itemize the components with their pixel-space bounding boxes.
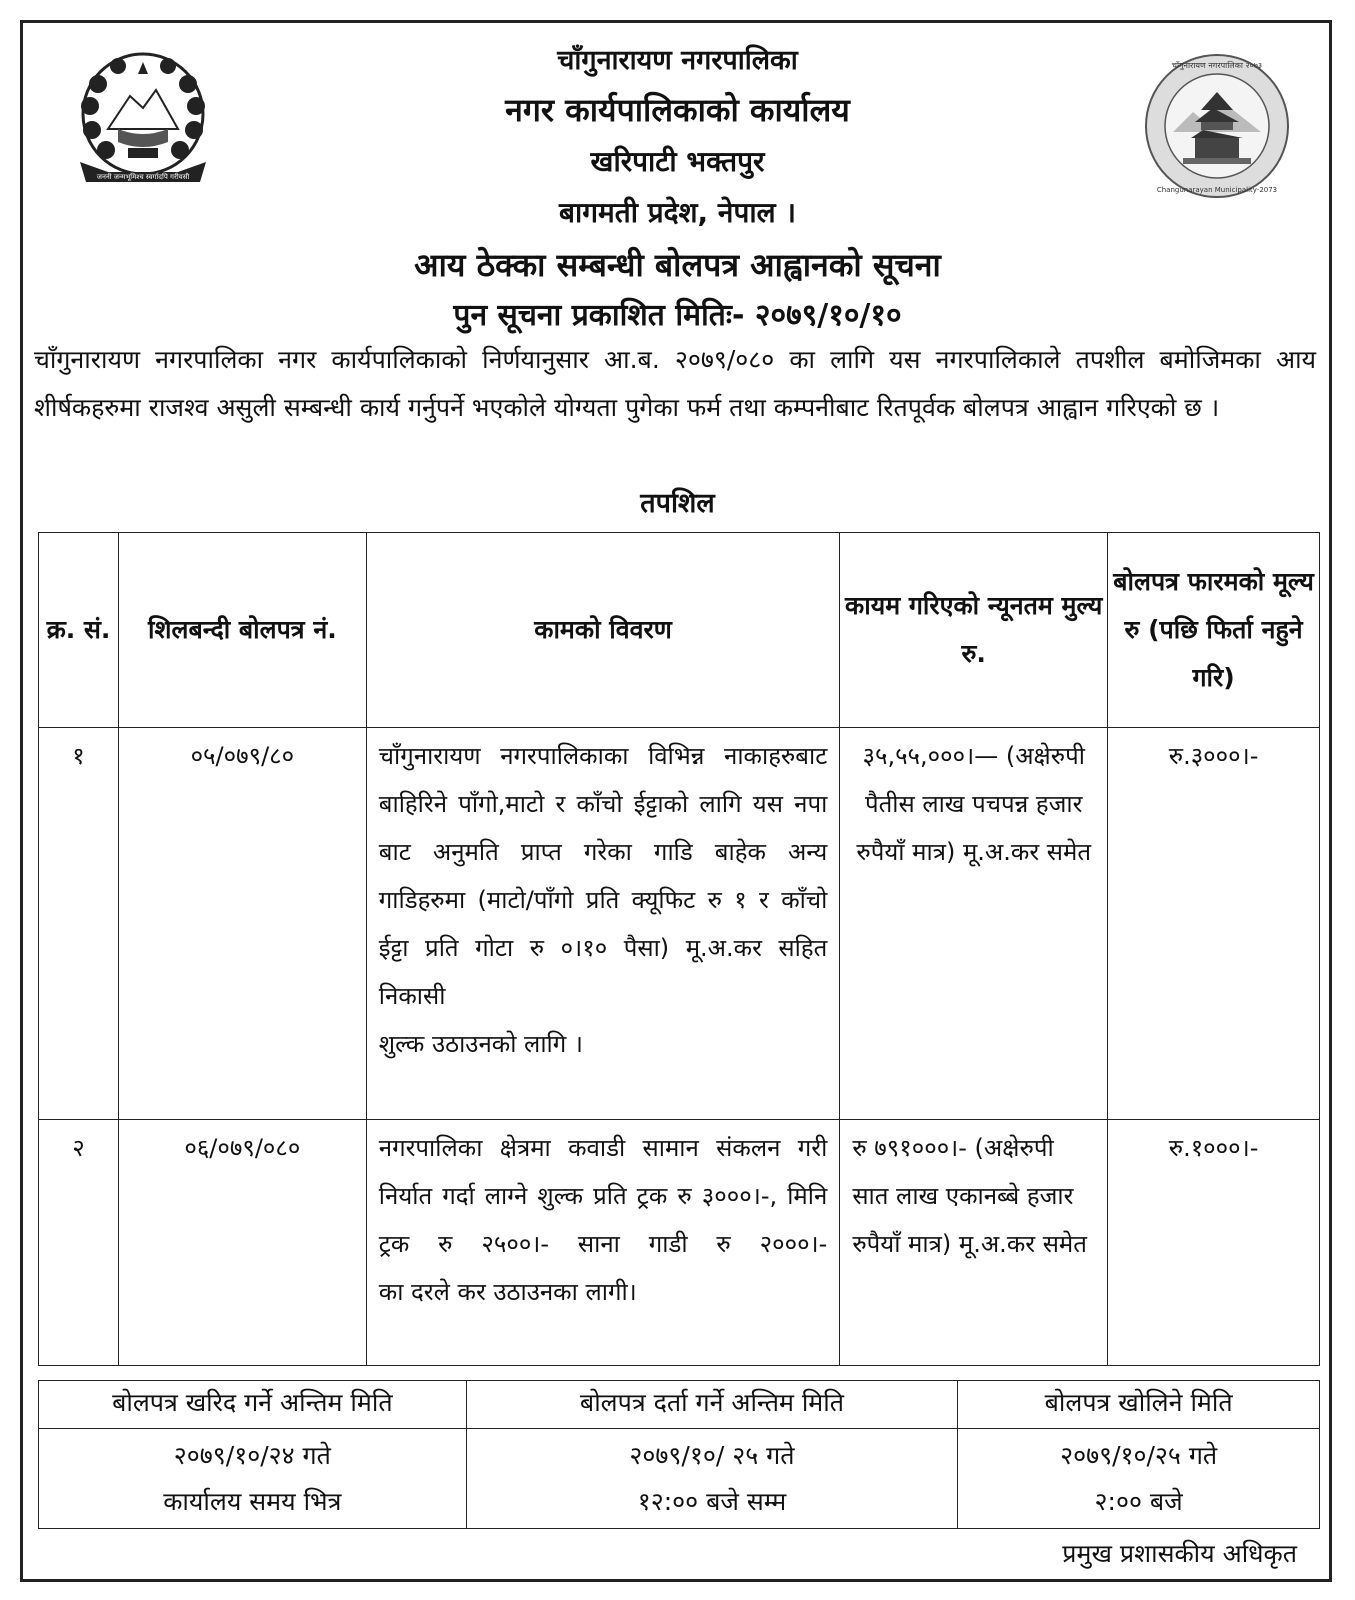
deadlines-table xyxy=(38,1380,1320,1529)
province-line: बागमती प्रदेश, नेपाल । xyxy=(559,196,796,229)
serial-number: २ xyxy=(39,1120,119,1366)
form-price: रु.१०००।- xyxy=(1108,1120,1320,1366)
table-header-row xyxy=(39,533,1320,728)
registration-deadline-time: १२:०० बजे सम्म xyxy=(637,1486,787,1516)
work-description-last-line: का दरले कर उठाउनका लागी। xyxy=(378,1278,637,1306)
intro-paragraph: चाँगुनारायण नगरपालिका नगर कार्यपालिकाको निर्णयानुसार आ.ब. २०७९/०८० का लागि यस नगरपालिकाले तपशील बमोजिमका आय शीर्षकहरुमा राजश्व असुली सम्बन्धी कार्य गर्नुपर्ने भएकोले योग्यता पुगेका फर्म तथा कम्पनीबाट रितपूर्वक बोलपत्र आह्वान गरिएको छ । xyxy=(34,345,1316,422)
registration-deadline xyxy=(466,1429,958,1529)
serial-number: १ xyxy=(39,728,119,1120)
section-title: तपशिल xyxy=(640,488,715,519)
form-price: रु.३०००।- xyxy=(1108,728,1320,1120)
svg-text:Changunarayan Municipality-207: Changunarayan Municipality-2073 xyxy=(1156,186,1278,194)
header-form-price: बोलपत्र फारमको मूल्य रु (पछि फिर्ता नहुने गरि) xyxy=(1108,533,1320,728)
minimum-price: ३५,५५,०००।— (अक्षेरुपी पैतीस लाख पचपन्न हजार रुपैयाँ मात्र) मू.अ.कर समेत xyxy=(840,728,1108,1120)
header-registration-deadline: बोलपत्र दर्ता गर्ने अन्तिम मिति xyxy=(466,1381,958,1429)
purchase-deadline xyxy=(39,1429,467,1529)
purchase-deadline-date: २०७९/१०/२४ गते xyxy=(173,1440,331,1470)
publish-date-line: पुन सूचना प्रकाशित मितिः- २०७९/१०/१० xyxy=(453,298,902,333)
header-work-description: कामको विवरण xyxy=(366,533,840,728)
work-description xyxy=(366,1120,840,1366)
notice-title: आय ठेक्का सम्बन्धी बोलपत्र आह्वानको सूचना xyxy=(414,246,941,284)
tender-details-table xyxy=(38,532,1320,1366)
office-name: नगर कार्यपालिकाको कार्यालय xyxy=(505,91,850,129)
header-purchase-deadline: बोलपत्र खरिद गर्ने अन्तिम मिति xyxy=(39,1381,467,1429)
header-minimum-price: कायम गरिएको न्यूनतम मुल्य रु. xyxy=(840,533,1108,728)
municipality-name: चाँगुनारायण नगरपालिका xyxy=(557,45,798,76)
bid-number: ०५/०७९/८० xyxy=(118,728,366,1120)
table-row xyxy=(39,728,1320,1120)
header-serial: क्र. सं. xyxy=(39,533,119,728)
deadlines-values-row xyxy=(39,1429,1320,1529)
header-bid-number: शिलबन्दी बोलपत्र नं. xyxy=(118,533,366,728)
svg-text:चाँगुनारायण नगरपालिका २०७३: चाँगुनारायण नगरपालिका २०७३ xyxy=(1171,61,1263,70)
opening-date-value: २०७९/१०/२५ गते xyxy=(1060,1440,1218,1470)
work-description-last-line: शुल्क उठाउनको लागि । xyxy=(378,1030,583,1058)
opening-date xyxy=(958,1429,1320,1529)
deadlines-header-row xyxy=(39,1381,1320,1429)
work-description xyxy=(366,728,840,1120)
work-description-text: चाँगुनारायण नगरपालिकाका विभिन्न नाकाहरुबाट बाहिरिने पाँगो,माटो र काँचो ईट्टाको लागि यस नपा बाट अनुमति प्राप्त गरेका गाडि बाहेक अन्य गाडिहरुमा (माटो/पाँगो प्रति क्यूफिट रु १ र काँचो ईट्टा प्रति गोटा रु ०।१० पैसा) मू.अ.कर सहित निकासी xyxy=(378,742,828,1010)
purchase-deadline-time: कार्यालय समय भित्र xyxy=(163,1486,342,1516)
registration-deadline-date: २०७९/१०/ २५ गते xyxy=(629,1440,795,1470)
minimum-price: रु ७९१०००।- (अक्षेरुपी सात लाख एकानब्बे हजार रुपैयाँ मात्र) मू.अ.कर समेत xyxy=(840,1120,1108,1366)
table-row xyxy=(39,1120,1320,1366)
svg-text:जननी जन्मभूमिश्च स्वर्गादपि गर: जननी जन्मभूमिश्च स्वर्गादपि गरीयसी xyxy=(96,173,190,181)
header-opening-date: बोलपत्र खोलिने मिति xyxy=(958,1381,1320,1429)
bid-number: ०६/०७९/०८० xyxy=(118,1120,366,1366)
work-description-text: नगरपालिका क्षेत्रमा कवाडी सामान संकलन गरी निर्यात गर्दा लाग्ने शुल्क प्रति ट्रक रु ३०००।-, मिनि ट्रक रु २५००।- साना गाडी रु २०००।- xyxy=(378,1134,828,1258)
office-address: खरिपाटी भक्तपुर xyxy=(590,145,765,178)
signature-title: प्रमुख प्रशासकीय अधिकृत xyxy=(1062,1539,1297,1568)
opening-time-value: २:०० बजे xyxy=(1094,1486,1183,1516)
